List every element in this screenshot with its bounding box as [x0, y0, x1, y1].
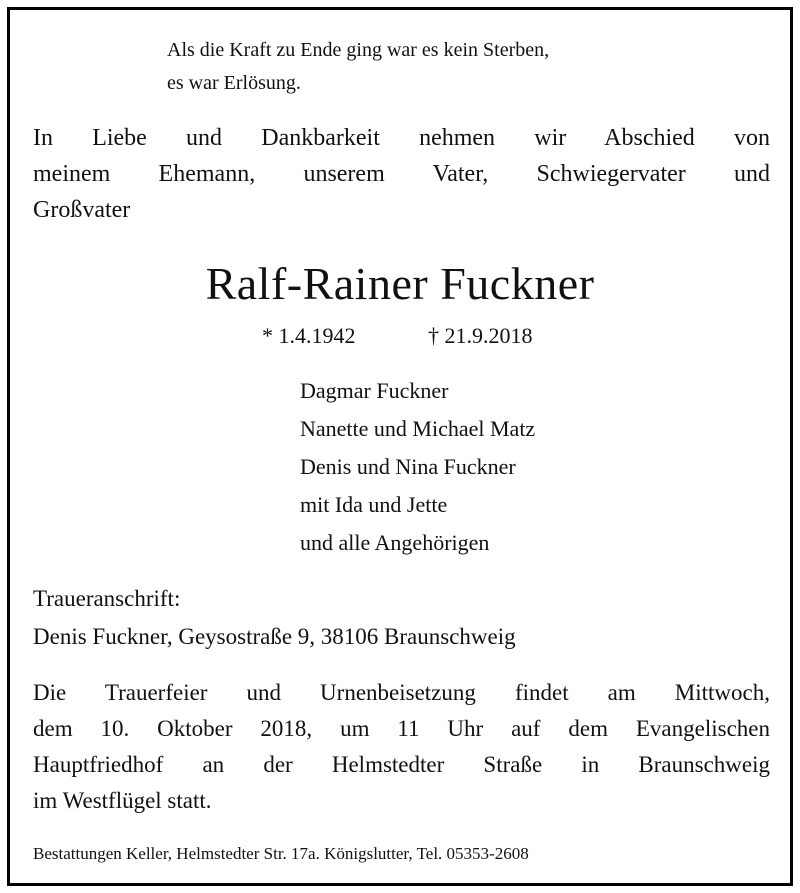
- obituary-notice: [7, 7, 793, 886]
- motto-line: es war Erlösung.: [167, 72, 301, 94]
- intro-line: In Liebe und Dankbarkeit nehmen wir Abschied von: [33, 125, 770, 151]
- ceremony-info: [33, 675, 770, 819]
- mourners-list: [300, 372, 535, 562]
- deceased-name: Ralf-Rainer Fuckner: [205, 258, 595, 309]
- motto-line: Als die Kraft zu Ende ging war es kein Sterben,: [167, 39, 550, 61]
- mourner-entry: und alle Angehörigen: [300, 530, 490, 555]
- funeral-home-footer: Bestattungen Keller, Helmstedter Str. 17a. Königslutter, Tel. 05353-2608: [33, 844, 529, 863]
- mourner-entry: Denis und Nina Fuckner: [300, 454, 516, 479]
- motto: [167, 34, 549, 100]
- address-value: Denis Fuckner, Geysostraße 9, 38106 Braunschweig: [33, 624, 516, 649]
- intro-line: meinem Ehemann, unserem Vater, Schwiegervater und: [33, 161, 770, 187]
- ceremony-line: dem 10. Oktober 2018, um 11 Uhr auf dem Evangelischen: [33, 716, 770, 741]
- ceremony-line: Die Trauerfeier und Urnenbeisetzung findet am Mittwoch,: [33, 680, 770, 705]
- birth-date: * 1.4.1942: [262, 323, 356, 348]
- mourner-entry: Nanette und Michael Matz: [300, 416, 536, 441]
- intro-text: [33, 120, 770, 228]
- ceremony-line: im Westflügel statt.: [33, 788, 212, 813]
- mourner-entry: Dagmar Fuckner: [300, 378, 449, 403]
- intro-line: Großvater: [33, 197, 131, 223]
- mourning-address: [33, 580, 516, 656]
- death-date: † 21.9.2018: [428, 323, 533, 348]
- address-label: Traueranschrift:: [33, 586, 181, 611]
- mourner-entry: mit Ida und Jette: [300, 492, 448, 517]
- ceremony-line: Hauptfriedhof an der Helmstedter Straße in Braunschweig: [33, 752, 770, 777]
